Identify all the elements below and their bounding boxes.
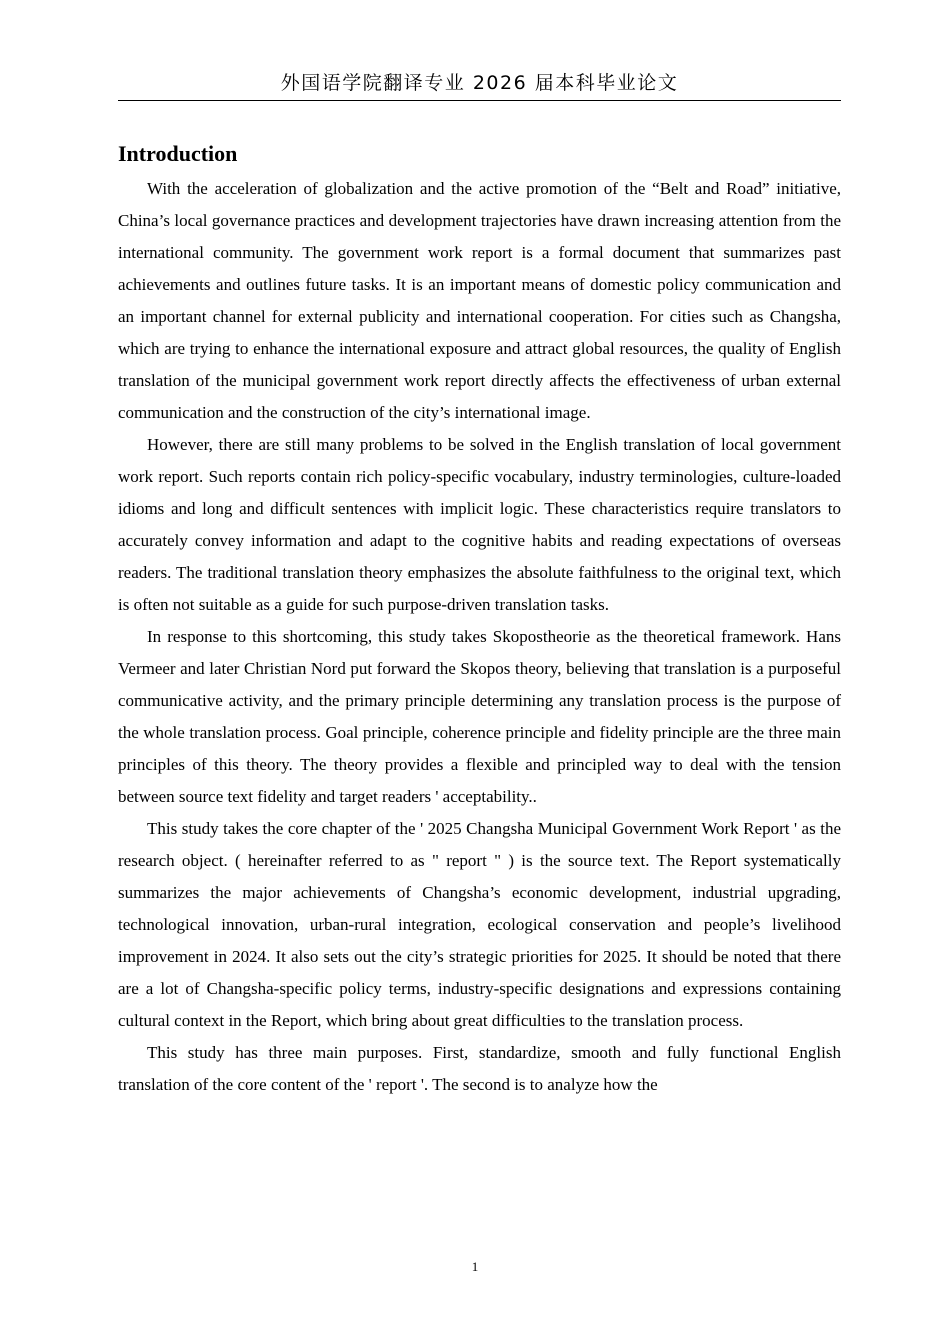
header-title: 外国语学院翻译专业 2026 届本科毕业论文 [280, 72, 679, 94]
paragraph: This study takes the core chapter of the ' 2025 Changsha Municipal Government Work Report ' as the research object. ( hereinafter referred to as " report " ) is the source text. The Report systematically summarizes the major achievements of Changsha’s economic development, industrial upgrading, technological innovation, urban-rural integration, ecological conservation and people’s livelihood improvement in 2024. It also sets out the city’s strategic priorities for 2025. It should be noted that there are a lot of Changsha-specific policy terms, industry-specific designations and expressions containing cultural context in the Report, which bring about great difficulties to the translation process. [118, 819, 841, 1030]
page-number: 1 [471, 1259, 479, 1274]
paragraph: This study has three main purposes. First, standardize, smooth and fully functional English translation of the core content of the ' report '. The second is to analyze how the [118, 1043, 841, 1094]
paragraph: However, there are still many problems to be solved in the English translation of local government work report. Such reports contain rich policy-specific vocabulary, industry terminologies, culture-loaded idioms and long and difficult sentences with implicit logic. These characteristics require translators to accurately convey information and adapt to the cognitive habits and reading expectations of overseas readers. The traditional translation theory emphasizes the absolute faithfulness to the original text, which is often not suitable as a guide for such purpose-driven translation tasks. [118, 435, 841, 614]
section-heading: Introduction [118, 141, 238, 166]
document-body [118, 138, 841, 1101]
page-header [118, 66, 841, 101]
paragraph: With the acceleration of globalization and the active promotion of the “Belt and Road” initiative, China’s local governance practices and development trajectories have drawn increasing attention from the international community. The government work report is a formal document that summarizes past achievements and outlines future tasks. It is an important means of domestic policy communication and an important channel for external publicity and international cooperation. For cities such as Changsha, which are trying to enhance the international exposure and attract global resources, the quality of English translation of the municipal government work report directly affects the effectiveness of urban external communication and the construction of the city’s international image. [118, 179, 841, 422]
paragraph: In response to this shortcoming, this study takes Skopostheorie as the theoretical framework. Hans Vermeer and later Christian Nord put forward the Skopos theory, believing that translation is a purposeful communicative activity, and the primary principle determining any translation process is the purpose of the whole translation process. Goal principle, coherence principle and fidelity principle are the three main principles of this theory. The theory provides a flexible and principled way to deal with the tension between source text fidelity and target readers ' acceptability.. [118, 627, 841, 806]
